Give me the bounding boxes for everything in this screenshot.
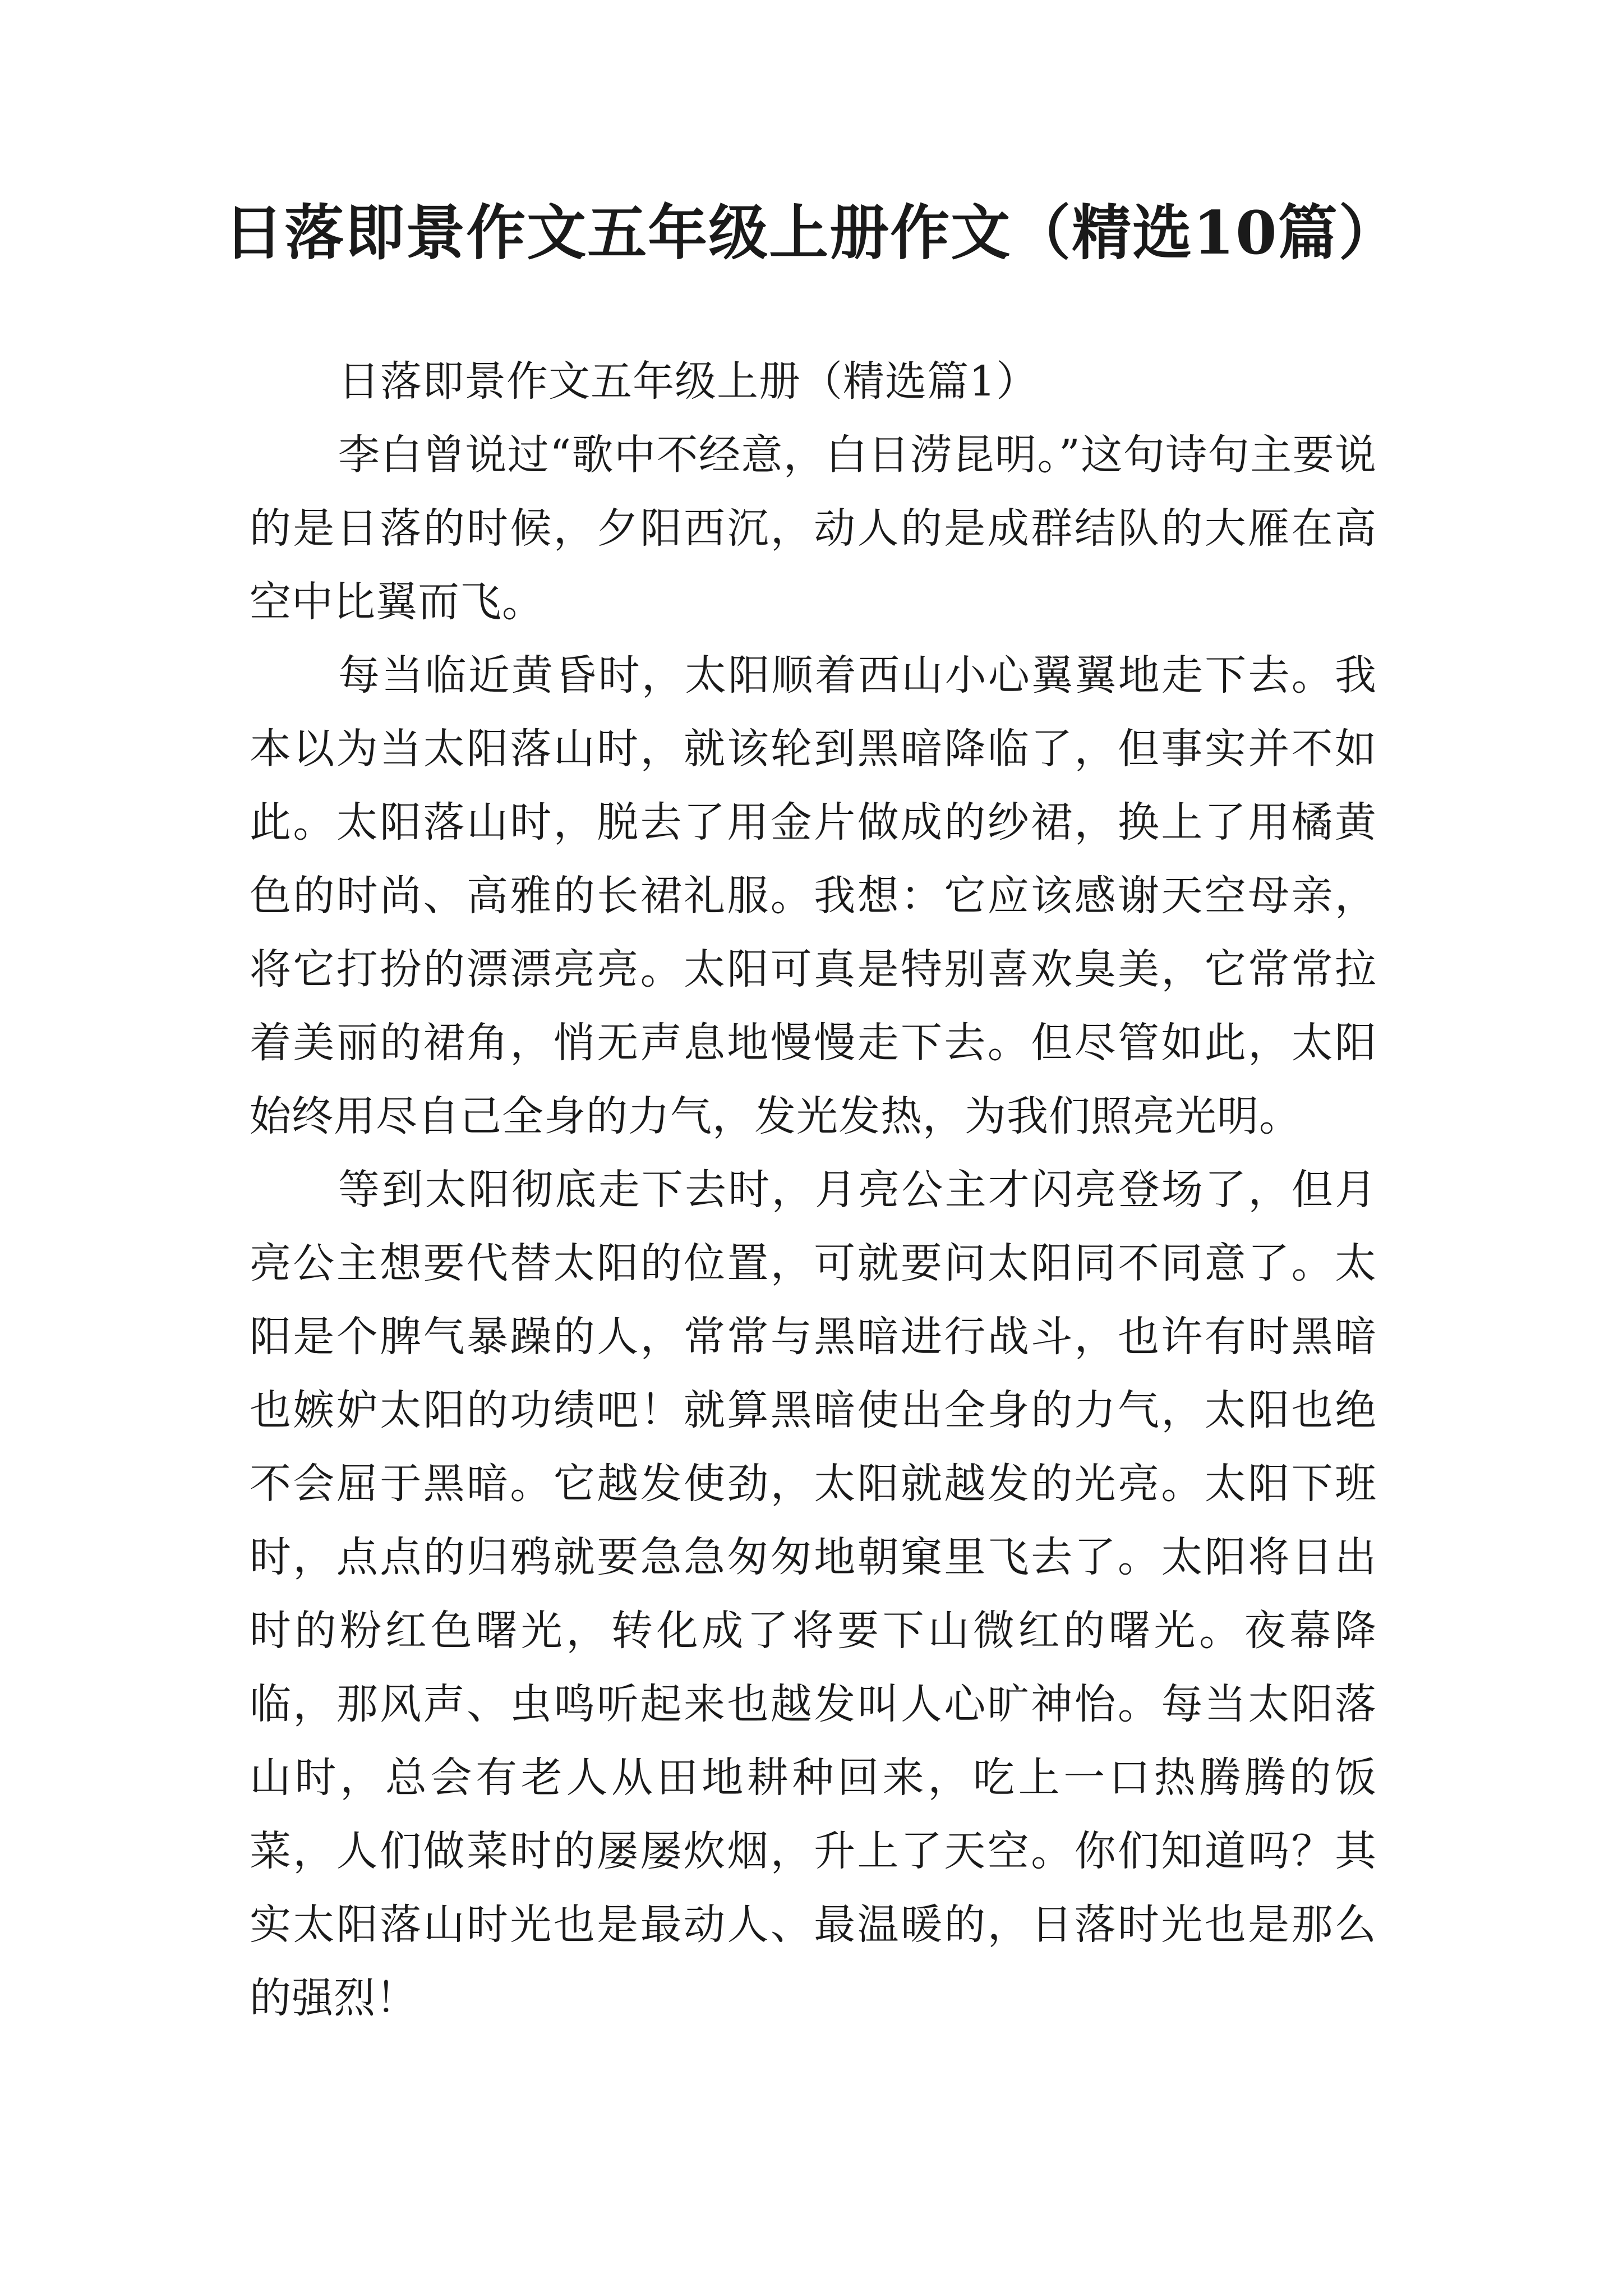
paragraph-2: 每当临近黄昏时，太阳顺着西山小心翼翼地走下去。我本以为当太阳落山时，就该轮到黑暗降临了，但事实并不如此。太阳落山时，脱去了用金片做成的纱裙，换上了用橘黄色的时尚、高雅的长裙礼服。我想：它应该感谢天空母亲，将它打扮的漂漂亮亮。太阳可真是特别喜欢臭美，它常常拉着美丽的裙角，悄无声息地慢慢走下去。但尽管如此，太阳始终用尽自己全身的力气，发光发热，为我们照亮光明。 — [250, 651, 1377, 1140]
paragraph-3: 等到太阳彻底走下去时，月亮公主才闪亮登场了，但月亮公主想要代替太阳的位置，可就要问太阳同不同意了。太阳是个脾气暴躁的人，常常与黑暗进行战斗，也许有时黑暗也嫉妒太阳的功绩吧！就算黑暗使出全身的力气，太阳也绝不会屈于黑暗。它越发使劲，太阳就越发的光亮。太阳下班时，点点的归鸦就要急急匆匆地朝窠里飞去了。太阳将日出时的粉红色曙光，转化成了将要下山微红的曙光。夜幕降临，那风声、虫鸣听起来也越发叫人心旷神怡。每当太阳落山时，总会有老人从田地耕种回来，吃上一口热腾腾的饭菜，人们做菜时的屡屡炊烟，升上了天空。你们知道吗？其实太阳落山时光也是最动人、最温暖的，日落时光也是那么的强烈！ — [250, 1166, 1377, 2022]
document-body — [250, 345, 1377, 2035]
document-title: 日落即景作文五年级上册作文（精选10篇） — [224, 197, 1399, 268]
section-heading: 日落即景作文五年级上册（精选篇1） — [338, 357, 1039, 406]
paragraph-1: 李白曾说过“歌中不经意，白日涝昆明。”这句诗句主要说的是日落的时候，夕阳西沉，动人的是成群结队的大雁在高空中比翼而飞。 — [250, 431, 1377, 626]
